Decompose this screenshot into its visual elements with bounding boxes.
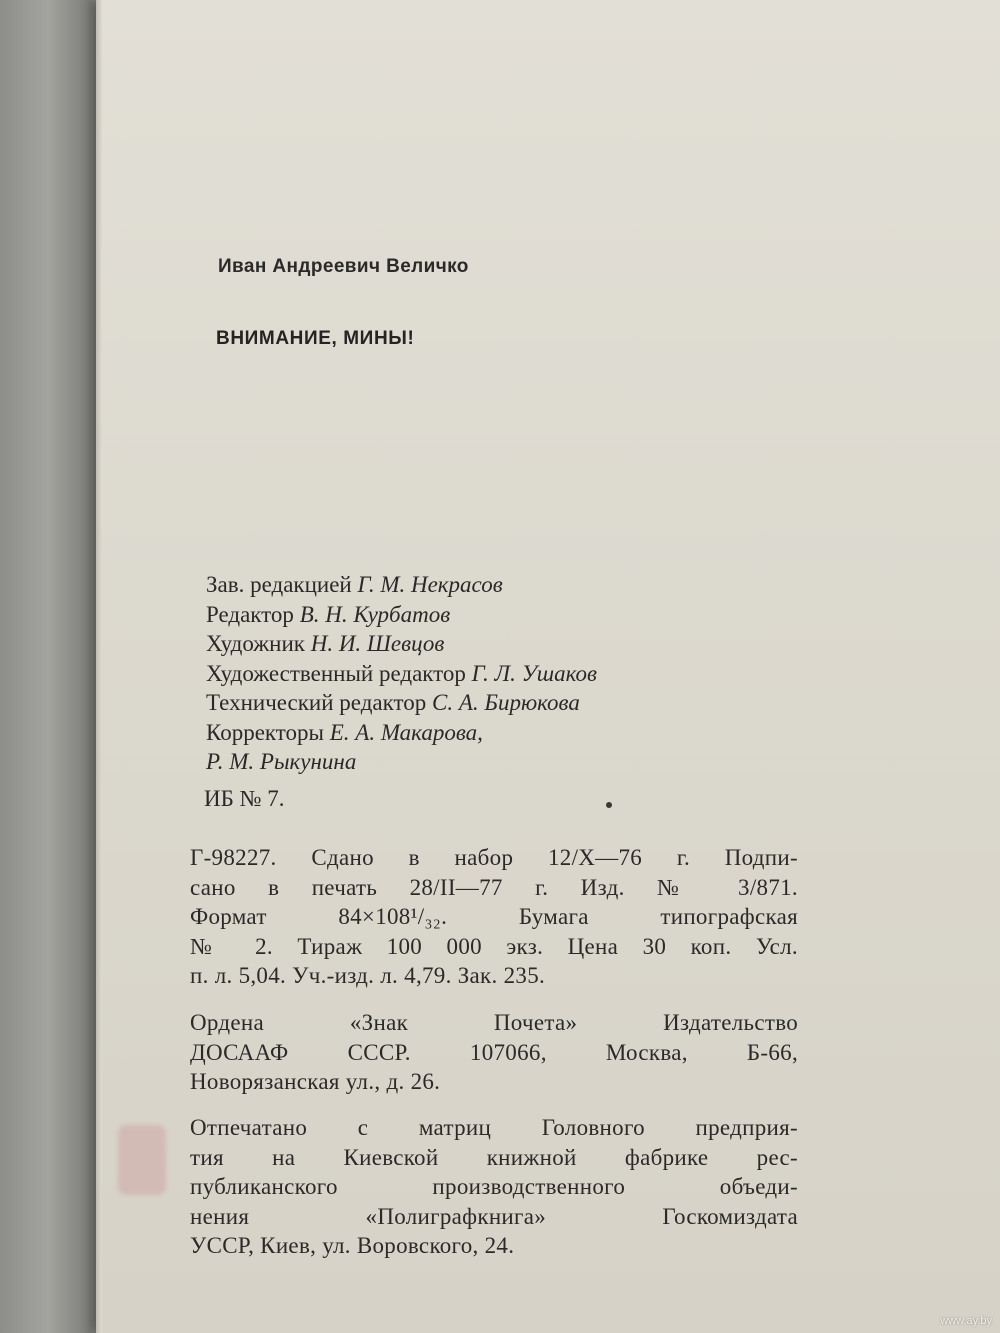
book-title: ВНИМАНИЕ, МИНЫ! bbox=[216, 328, 415, 349]
credit-person: Р. М. Рыкунина bbox=[206, 749, 357, 774]
credit-role: Корректоры bbox=[206, 719, 324, 745]
credit-line bbox=[206, 718, 597, 748]
print-info-block bbox=[190, 843, 798, 991]
print-info-line: № 2. Тираж 100 000 экз. Цена 30 коп. Усл. bbox=[190, 933, 798, 959]
faded-stamp bbox=[118, 1125, 166, 1195]
credit-line bbox=[206, 600, 597, 630]
print-info-line: сано в печать 28/II—77 г. Изд. № 3/871. bbox=[190, 874, 798, 900]
site-watermark: www.ay.by bbox=[940, 1315, 992, 1327]
print-info-line: Г-98227. Сдано в набор 12/X—76 г. Подпи- bbox=[190, 845, 798, 870]
printer-line: тия на Киевской книжной фабрике рес- bbox=[190, 1144, 798, 1170]
printer-block bbox=[190, 1113, 798, 1261]
credit-line bbox=[206, 570, 597, 600]
credit-person: Е. А. Макарова, bbox=[329, 719, 483, 745]
publisher-line: ДОСААФ СССР. 107066, Москва, Б-66, bbox=[190, 1039, 798, 1065]
printer-line: нения «Полиграфкнига» Госкомиздата bbox=[190, 1203, 798, 1229]
credit-role: Редактор bbox=[206, 601, 294, 627]
credit-person: Н. И. Шевцов bbox=[310, 631, 445, 656]
ink-speck bbox=[606, 802, 612, 808]
publisher-line: Ордена «Знак Почета» Издательство bbox=[190, 1010, 798, 1035]
ib-number: ИБ № 7. bbox=[204, 786, 285, 811]
credit-role: Зав. редакцией bbox=[206, 572, 352, 597]
printer-line: УССР, Киев, ул. Воровского, 24. bbox=[190, 1233, 515, 1258]
credit-person: В. Н. Курбатов bbox=[299, 601, 451, 627]
credit-person: Г. Л. Ушаков bbox=[471, 660, 597, 686]
credit-role: Художественный редактор bbox=[206, 660, 466, 686]
credit-line bbox=[206, 688, 597, 718]
print-info-line: п. л. 5,04. Уч.-изд. л. 4,79. Зак. 235. bbox=[190, 963, 546, 988]
credit-role: Художник bbox=[206, 631, 305, 656]
author-name: Иван Андреевич Величко bbox=[218, 256, 469, 277]
publisher-line: Новорязанская ул., д. 26. bbox=[190, 1069, 441, 1094]
credit-role: Технический редактор bbox=[206, 690, 427, 715]
page-edge bbox=[96, 0, 102, 1333]
credit-line bbox=[206, 659, 597, 689]
credit-person: С. А. Бирюкова bbox=[431, 690, 580, 715]
publisher-block bbox=[190, 1008, 798, 1097]
print-info-line: Формат 84×108¹/₃₂. Бумага типографская bbox=[190, 904, 798, 929]
credits-list bbox=[206, 570, 597, 777]
credit-line bbox=[206, 629, 597, 659]
printer-line: публиканского производственного объеди- bbox=[190, 1174, 798, 1199]
printer-line: Отпечатано с матриц Головного предприя- bbox=[190, 1115, 798, 1140]
credit-line bbox=[206, 747, 597, 777]
credit-person: Г. М. Некрасов bbox=[357, 572, 503, 597]
